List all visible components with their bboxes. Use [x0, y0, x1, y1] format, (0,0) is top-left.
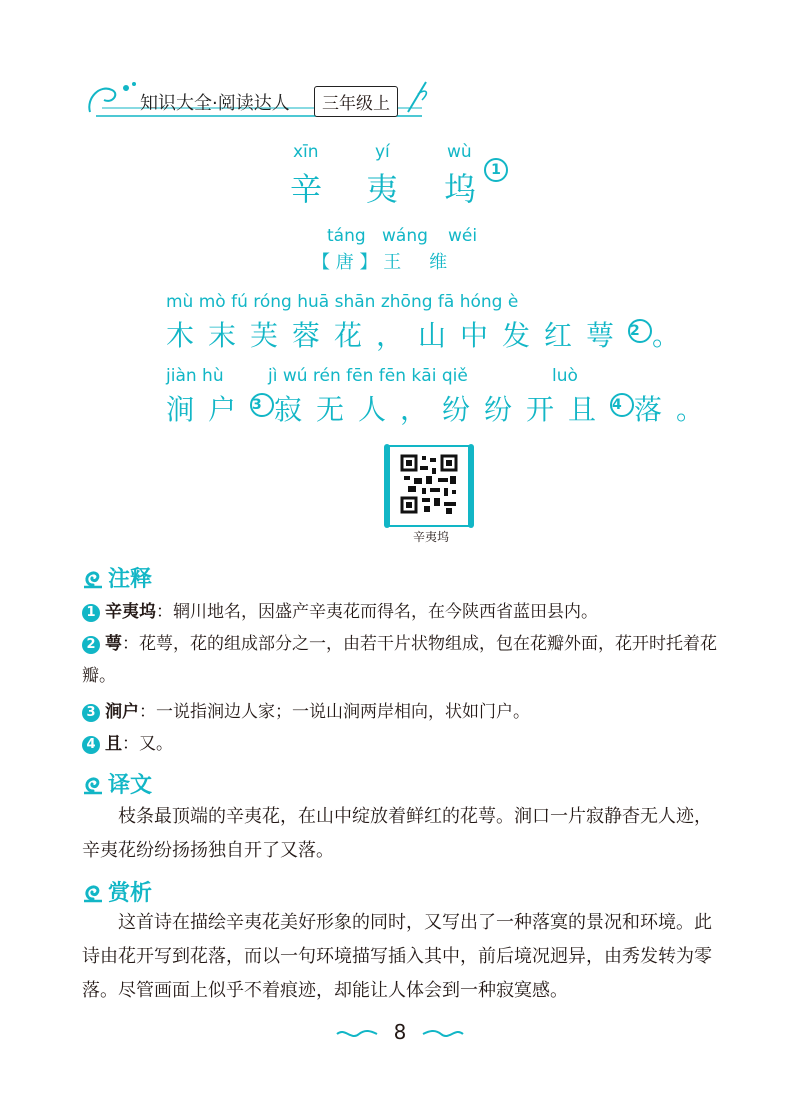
note-item-4: 4 且：又。	[82, 728, 722, 760]
appreciation-text: 这首诗在描绘辛夷花美好形象的同时，又写出了一种落寞的景况和环境。此诗由花开写到花落，而以一句环境描写插入其中，前后境况迥异，由秀发转为零落。尽管画面上似乎不着痕迹，却能让人体会到一种寂寞感。	[82, 912, 712, 1001]
dynasty: 唐	[335, 252, 354, 273]
page-number-footer	[0, 1020, 800, 1044]
title-pinyin-3: wù	[447, 142, 472, 162]
qr-caption: 辛夷坞	[412, 530, 449, 544]
line2-pinyin-c: luò	[552, 366, 578, 386]
poem-line-1: 木末芙蓉花，山中发红萼 2。	[166, 319, 695, 352]
left-flourish-icon	[335, 1027, 379, 1041]
note-item-2: 2 萼：花萼，花的组成部分之一，由若干片状物组成，包在花瓣外面，花开时托着花瓣。	[82, 634, 717, 686]
header-grade-badge: 三年级上	[314, 86, 398, 117]
title-note-marker: 1	[484, 158, 508, 189]
spiral-icon	[82, 567, 104, 589]
author-pinyin-2: wáng	[382, 226, 428, 246]
header-banner	[82, 78, 432, 122]
spiral-icon	[82, 881, 104, 903]
title-pinyin-2: yí	[375, 142, 390, 162]
author-name: 王维	[383, 252, 476, 273]
poem-line-2: 涧户 3寂无人，纷纷开且 4落。	[166, 393, 719, 426]
note-item-3: 3 涧户：一说指涧边人家；一说山涧两岸相向，状如门户。	[82, 696, 722, 728]
line2-pinyin-a: jiàn hù	[166, 366, 224, 386]
notes-heading: 注释	[82, 562, 152, 593]
qr-code[interactable]	[384, 444, 474, 538]
author-pinyin-3: wéi	[448, 226, 478, 246]
poem-title-char-1: 辛	[290, 170, 323, 208]
translation-text: 枝条最顶端的辛夷花，在山中绽放着鲜红的花萼。涧口一片寂静杳无人迹，辛夷花纷纷扬扬独自开了又落。	[82, 806, 712, 861]
poem-title-char-3: 坞	[444, 170, 477, 208]
note-item-1: 1 辛夷坞：辋川地名，因盛产辛夷花而得名，在今陕西省蓝田县内。	[82, 596, 722, 628]
translation-heading: 译文	[82, 768, 152, 799]
appreciation-heading: 赏析	[82, 876, 152, 907]
spiral-icon	[82, 773, 104, 795]
right-flourish-icon	[421, 1027, 465, 1041]
qr-code-icon	[384, 444, 474, 528]
line2-pinyin-b: jì wú rén fēn fēn kāi qiě	[268, 366, 468, 386]
author-line: 【 唐 】 王维	[312, 252, 476, 273]
page-number: 8	[393, 1020, 407, 1044]
header-title: 知识大全·阅读达人	[140, 93, 290, 114]
line1-pinyin: mù mò fú róng huā shān zhōng fā hóng è	[166, 292, 519, 312]
title-pinyin-1: xīn	[293, 142, 319, 162]
poem-title-char-2: 夷	[366, 170, 399, 208]
author-pinyin-1: táng	[327, 226, 366, 246]
